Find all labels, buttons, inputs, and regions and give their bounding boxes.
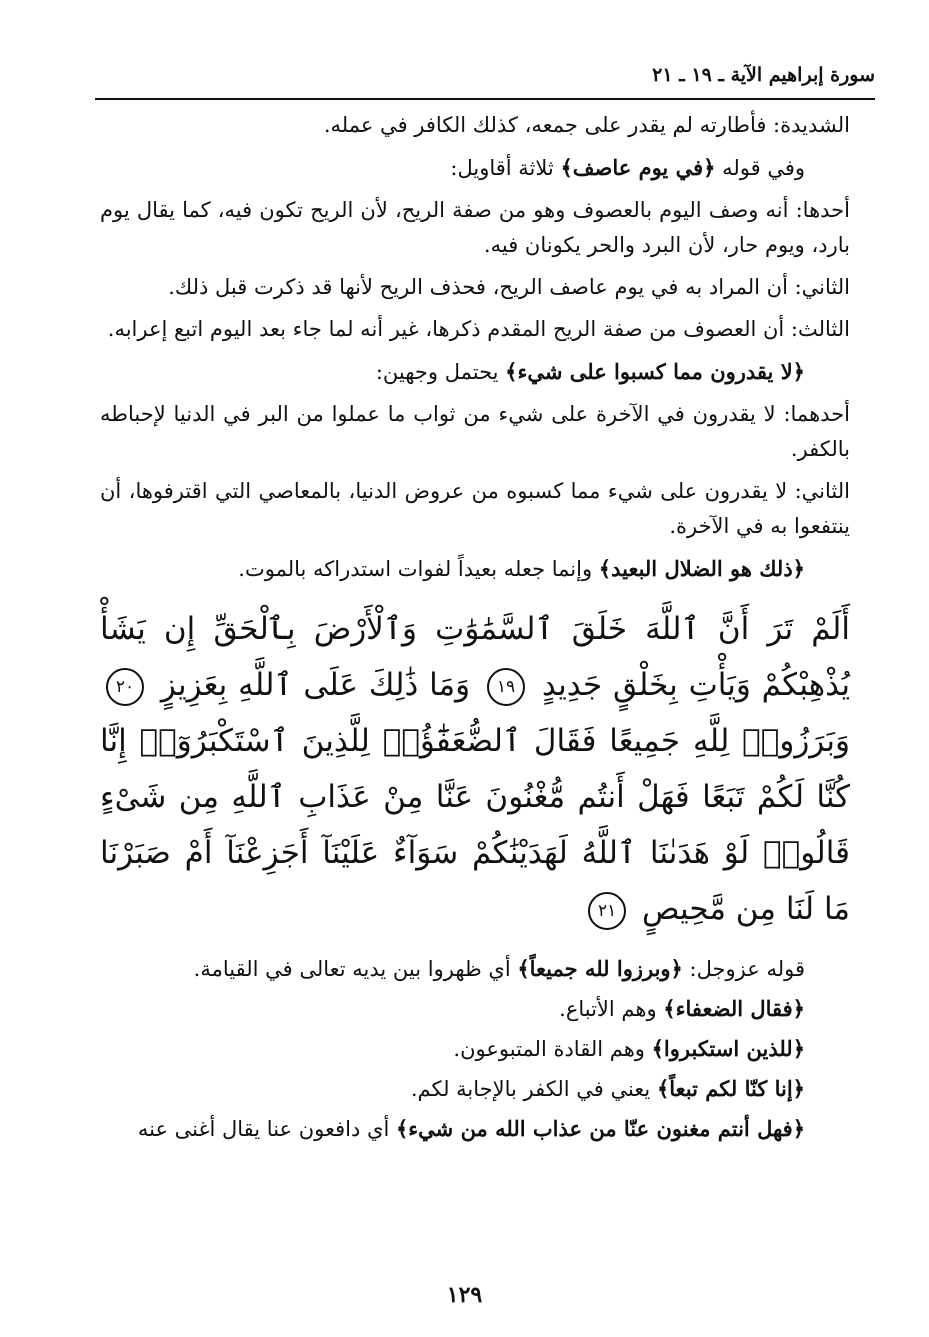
paragraph-text: الثاني: لا يقدرون على شيء مما كسبوه من عروض الدنيا، بالمعاصي التي اقترفوها، أن ينتفعوا به في الآخرة. bbox=[100, 479, 850, 538]
page-body bbox=[100, 108, 850, 1151]
paragraph bbox=[100, 193, 850, 263]
paragraph-text: الثالث: أن العصوف من صفة الريح المقدم ذكرها، غير أنه لما جاء بعد اليوم اتبع إعرابه. bbox=[107, 317, 850, 341]
running-header bbox=[95, 62, 875, 100]
paragraph-text: يعني في الكفر بالإجابة لكم. bbox=[410, 1077, 657, 1101]
paragraph-text: وهم الأتباع. bbox=[559, 997, 664, 1021]
commentary-line bbox=[100, 991, 850, 1027]
quoted-phrase: ﴿ذلك هو الضلال البعيد﴾ bbox=[598, 556, 805, 581]
quran-verses bbox=[100, 601, 850, 937]
verse-text: وَمَا ذَٰلِكَ عَلَى ٱللَّهِ بِعَزِيزٍ bbox=[160, 667, 471, 703]
paragraph bbox=[100, 397, 850, 467]
paragraph-text: يحتمل وجهين: bbox=[375, 360, 506, 384]
paragraph bbox=[100, 108, 850, 143]
paragraph-text: أي ظهروا بين يديه تعالى في القيامة. bbox=[193, 957, 518, 981]
paragraph bbox=[100, 474, 850, 544]
paragraph bbox=[100, 551, 850, 587]
verse-number-marker: ١٩ bbox=[487, 668, 525, 706]
paragraph-text: ثلاثة أقاويل: bbox=[450, 156, 561, 180]
paragraph bbox=[100, 312, 850, 347]
quoted-phrase: ﴿فقال الضعفاء﴾ bbox=[663, 996, 805, 1021]
quoted-phrase: ﴿في يوم عاصف﴾ bbox=[560, 155, 716, 180]
commentary-line bbox=[100, 1111, 850, 1147]
paragraph-text: قوله عزوجل: bbox=[682, 957, 805, 981]
paragraph-text: وهم القادة المتبوعون. bbox=[453, 1037, 652, 1061]
quoted-phrase: ﴿فهل أنتم مغنون عنّا من عذاب الله من شيء﴾ bbox=[395, 1116, 805, 1141]
paragraph-text: وفي قوله bbox=[715, 156, 805, 180]
paragraph bbox=[100, 150, 850, 186]
header-title: سورة إبراهيم الآية ـ ١٩ ـ ٢١ bbox=[652, 64, 875, 86]
verse-text: أَلَمْ تَرَ أَنَّ ٱللَّهَ خَلَقَ ٱلسَّمَٰوَٰتِ وَٱلْأَرْضَ بِٱلْحَقِّ إِن يَشَأْ يُذْهِبْكُمْ وَيَأْتِ بِخَلْقٍ جَدِيدٍ bbox=[100, 611, 851, 703]
quoted-phrase: ﴿وبرزوا لله جميعاً﴾ bbox=[517, 956, 683, 981]
paragraph-text: الثاني: أن المراد به في يوم عاصف الريح، فحذف الريح لأنها قد ذكرت قبل ذلك. bbox=[168, 275, 850, 299]
commentary-line bbox=[100, 951, 850, 987]
commentary-line bbox=[100, 1071, 850, 1107]
paragraph-text: أحدها: أنه وصف اليوم بالعصوف وهو من صفة الريح، لأن الريح تكون فيه، كما يقال يوم بارد، ويوم حار، لأن البرد والحر يكونان فيه. bbox=[100, 198, 850, 257]
quoted-phrase: ﴿لا يقدرون مما كسبوا على شيء﴾ bbox=[505, 359, 805, 384]
quoted-phrase: ﴿إنا كنّا لكم تبعاً﴾ bbox=[656, 1076, 805, 1101]
paragraph-text: أي دافعون عنا يقال أغنى عنه bbox=[137, 1117, 396, 1141]
paragraph-text: الشديدة: فأطارته لم يقدر على جمعه، كذلك الكافر في عمله. bbox=[323, 113, 850, 137]
verse-number-marker: ٢١ bbox=[588, 892, 626, 930]
paragraph bbox=[100, 270, 850, 305]
verse-number-marker: ٢٠ bbox=[106, 668, 144, 706]
paragraph-text: وإنما جعله بعيداً لفوات استدراكه بالموت. bbox=[238, 557, 599, 581]
paragraph-text: أحدهما: لا يقدرون في الآخرة على شيء من ثواب ما عملوا من البر في الدنيا لإحباطه بالكفر. bbox=[100, 402, 850, 461]
verse-text: وَبَرَزُوا۟ لِلَّهِ جَمِيعًا فَقَالَ ٱلضُّعَفَٰٓؤُا۟ لِلَّذِينَ ٱسْتَكْبَرُوٓا۟ إِنَّا كُنَّا لَكُمْ تَبَعًا فَهَلْ أَنتُم مُّغْنُونَ عَنَّا مِنْ عَذَابِ ٱللَّهِ مِن شَىْءٍ قَالُوا۟ لَوْ هَدَىٰنَا ٱللَّهُ لَهَدَيْنَٰكُمْ سَوَآءٌ عَلَيْنَآ أَجَزِعْنَآ أَمْ صَبَرْنَا مَا لَنَا مِن مَّحِيصٍ bbox=[100, 723, 850, 927]
commentary-section bbox=[100, 951, 850, 1147]
quoted-phrase: ﴿للذين استكبروا﴾ bbox=[651, 1036, 805, 1061]
page-number: ١٢٩ bbox=[446, 1282, 483, 1308]
commentary-line bbox=[100, 1031, 850, 1067]
paragraph bbox=[100, 354, 850, 390]
